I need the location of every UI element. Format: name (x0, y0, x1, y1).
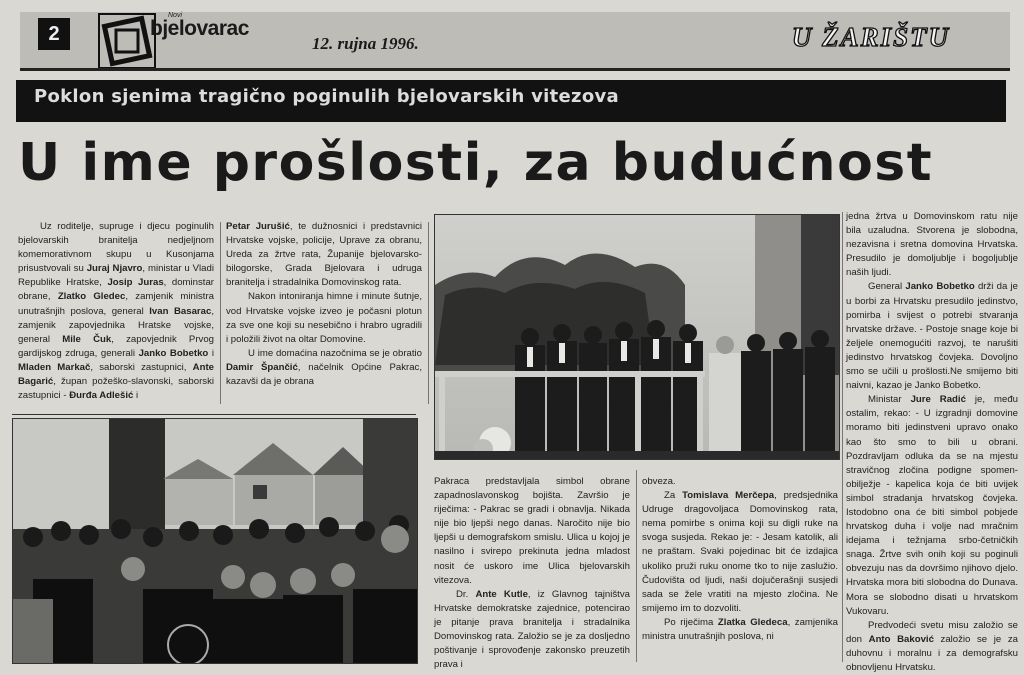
paragraph: Uz roditelje, supruge i djecu poginulih bjelovarskih branitelja nedjeljnom komemorativnom skupu u Kusonjama prisustvovali su Juraj Njavro, ministar u Vladi Republike Hratske, Josip Juras, dominstar obrane, Zlatko Gledec, zamjenik ministra unutrašnjih poslova, general Ivan Basarac, zamjenik zapovjednika Hratske vojske, general Mile Čuk, zapovjednik Prvog gardijskog zdruga, generali Janko Bobetko i Mladen Markač, saborski zastupnici, Ante Bagarić, župan požeško-slavonski, saborski zastupnici - Đurđa Adlešić i (18, 221, 215, 402)
paragraph: Petar Jurušić, te dužnosnici i predstavnici Hrvatske vojske, policije, Uprave za obranu, Ureda za žrtve rata, Županije bjelovarsko-bilogorske, Grada Bjelovara i udruga branitelja i stradalnika Domovinskog rata. (226, 221, 423, 289)
paragraph: jedna žrtva u Domovinskom ratu nije bila uzaludna. Stvorena je slobodna, nezavisna i sretna domovina Hrvatska. Presudilo je domoljublje i bogoljublje naših ljudi. (846, 211, 1018, 279)
column-divider (428, 222, 429, 404)
paragraph: Pakraca predstavljala simbol obrane zapadnoslavonskog bojišta. Završio je riječima: - Pakrac se gradi i obnavlja. Nikada nije bio ljepši nego danas. Naročito nije bio ljepši u demografskom smislu. Ulica u kojoj je nasilno i svirepo prekinuta jedna mladost nosit će uskoro ime Ulica bjelovarskih vitezova. (434, 476, 630, 586)
paragraph: General Janko Bobetko drži da je u borbi za Hrvatsku presudilo jedinstvo, pomirba i svijest o potrebi stvaranja hrvatske države. - Postoje snage koje bi željele onemogućiti razvoj, te narušiti jedinstvo hrvatskog čovjeka. Dovoljno smo se učili u prošlosti.Ne smijemo biti naivni, kazao je Janko Bobetko. (846, 281, 1019, 392)
issue-date: 12. rujna 1996. (312, 34, 419, 53)
photo-officials (434, 214, 840, 460)
paragraph: obveza. (642, 476, 676, 487)
text-column-1 (18, 220, 214, 403)
paragraph: Ministar Jure Radić je, među ostalim, rekao: - U izgradnji domovine moramo biti jedinstveni upravo onako kao što smo to bili u obrani. Pozdravljam odluka da se na mjestu stravičnog zločina podigne spomen-obilježje - kapelica koja će biti uvijek simbol stradanja hrvatskog čovjeka. Istodobno ona će biti simbol pobjede hrvatskog duha i volje nad mračnim idejama i težnjama srbo-četničkih snaga. Žrtve svih onih koji su poginuli obvezuju nas da dovršimo njihovo djelo. Hrvatska mora biti slobodna do Dunava. Mora se slobodno disati u hrvatskom Vukovaru. (846, 394, 1019, 617)
photo-mourners (12, 418, 418, 664)
paragraph: Po riječima Zlatka Gledeca, zamjenika ministra unutrašnjih poslova, ni (642, 616, 838, 643)
logo-wordmark: bjelovarac (150, 17, 249, 40)
paragraph: Za Tomislava Merčepa, predsjednika Udruge dragovoljaca Domovinskog rata, nema pomirbe s onima koji su digli ruke na svoga susjeda. Rekao je: - Jesam katolik, ali ne praštam. Svaki pojedinac bit će izdajica ukoliko pruži ruku onome tko to nije zaslužio. Čudovišta od ljudi, naši dojučerašnji susjedi sada se žele vratiti na mjesto zločina. Ne smijemo im to dozvoliti. (642, 490, 838, 614)
logo-prefix: Novi (168, 12, 183, 19)
page-number: 2 (38, 18, 70, 50)
column-divider (220, 222, 221, 404)
paragraph: U ime domaćina nazočnima se je obratio Damir Špančić, načelnik Općine Pakrac, kazavši da je obrana (226, 347, 422, 388)
text-column-3 (434, 475, 630, 672)
headline: U ime prošlosti, za budućnost (18, 133, 934, 193)
text-column-4 (642, 475, 838, 644)
column-divider (842, 212, 843, 662)
paragraph: Nakon intoniranja himne i minute šutnje, vod Hrvatske vojske izveo je počasni plotun za sve one koji su nesebično i hrabro ugradili i položili život na oltar Domovine. (226, 291, 422, 345)
paragraph: Dr. Ante Kutle, iz Glavnog tajništva Hrvatske demokratske zajednice, potencirao je pitanje prava branitelja i stradalnika Domovinskog rata. Založio se je za dosljedno poštivanje i sprovođenje zakonsko preuzetih prava i (434, 588, 630, 671)
paragraph: Predvodeći svetu misu založio se don Anto Baković založio se je za duhovnu i moralnu i za demografsku obnovljenu Hrvatsku. (846, 619, 1018, 673)
section-title: U ŽARIŠTU (791, 22, 951, 52)
text-column-5 (846, 210, 1018, 675)
newspaper-logo-icon (98, 13, 156, 69)
kicker-text: Poklon sjenima tragično poginulih bjelovarskih vitezova (34, 86, 619, 107)
masthead-rule (20, 68, 1010, 71)
photo-frame-rule (12, 414, 416, 415)
column-divider (636, 470, 637, 662)
text-column-2 (226, 220, 422, 389)
